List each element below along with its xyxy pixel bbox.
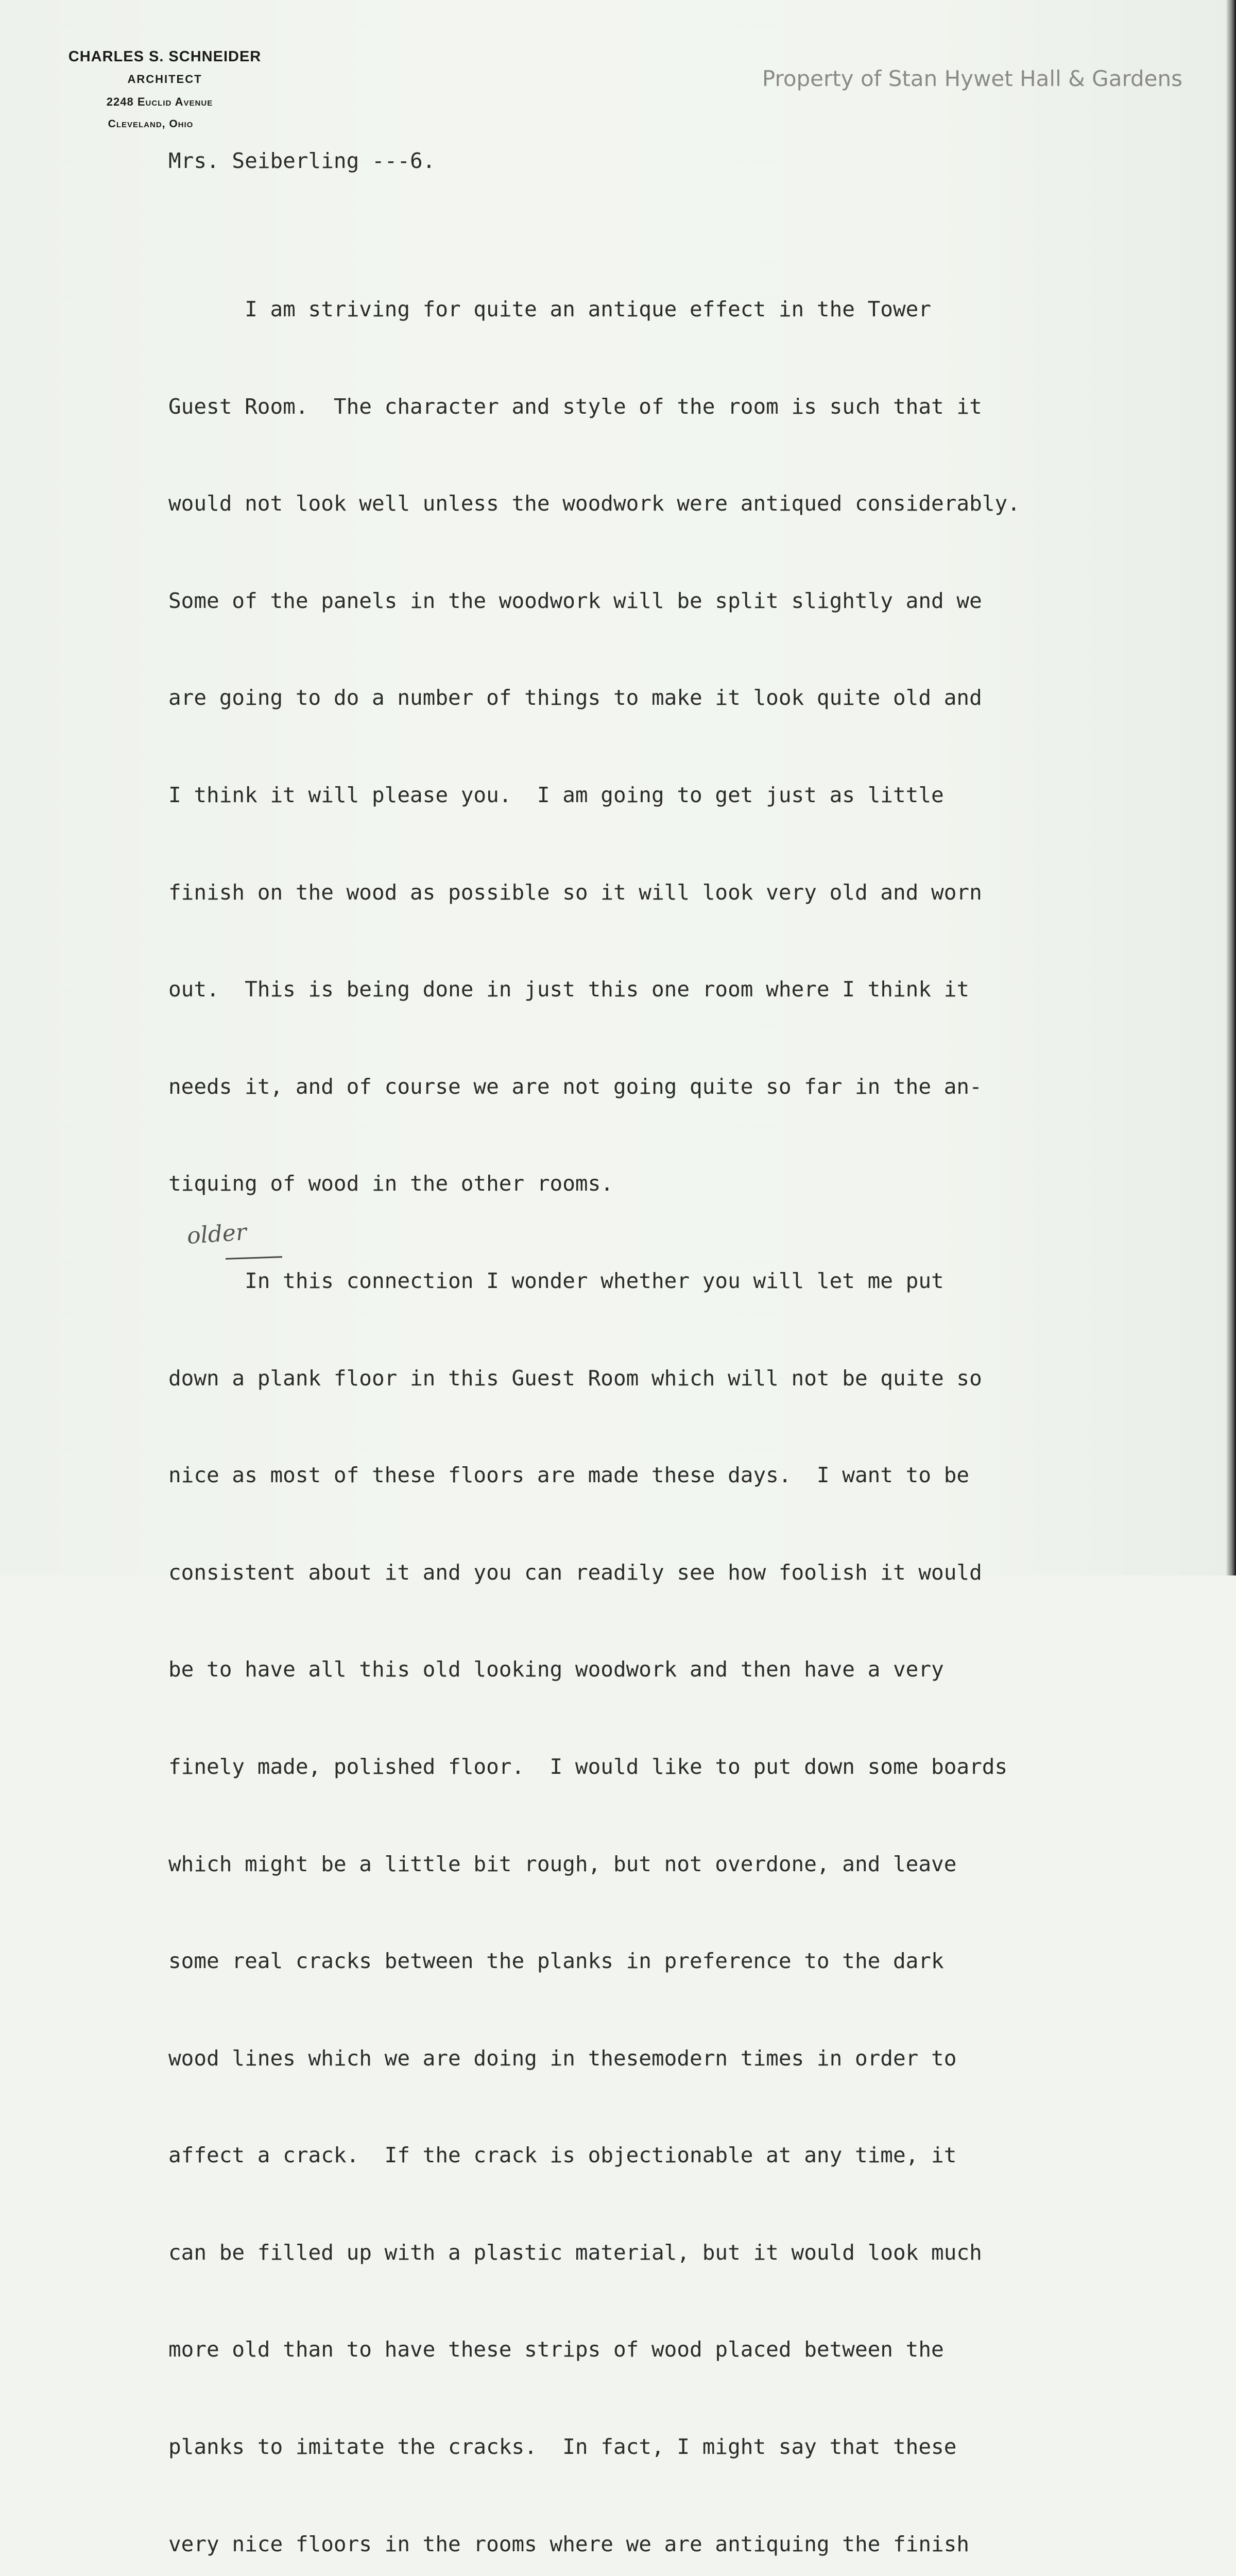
body-line: be to have all this old looking woodwork and then have a very <box>168 1657 944 1682</box>
body-line: I am striving for quite an antique effect in the Tower <box>168 297 932 321</box>
page-edge-shadow <box>1226 0 1236 1575</box>
letterhead-street: 2248 Euclid Avenue <box>106 95 213 108</box>
page-heading: Mrs. Seiberling ---6. <box>168 148 436 173</box>
body-line: needs it, and of course we are not going quite so far in the an- <box>168 1074 982 1099</box>
body-line: are going to do a number of things to make it look quite old and <box>168 685 982 710</box>
letterhead <box>52 48 278 130</box>
body-line: consistent about it and you can readily see how foolish it would <box>168 1560 982 1585</box>
body-line: Guest Room. The character and style of the room is such that it <box>168 394 982 419</box>
body-line: Some of the panels in the woodwork will be split slightly and we <box>168 588 982 613</box>
body-line: wood lines which we are doing in thesemodern times in order to <box>168 2045 957 2071</box>
body-line: out. This is being done in just this one room where I think it <box>168 977 970 1002</box>
letterhead-city: Cleveland, Ohio <box>108 118 194 130</box>
body-line: finely made, polished floor. I would like to put down some boards <box>168 1754 1008 1779</box>
handwritten-correction: older <box>186 1219 248 1249</box>
ownership-watermark: Property of Stan Hywet Hall & Gardens <box>762 66 1182 91</box>
body-line: down a plank floor in this Guest Room which will not be quite so <box>168 1365 982 1391</box>
body-line: tiquing of wood in the other rooms. <box>168 1171 613 1196</box>
body-line: I think it will please you. I am going to get just as little <box>168 782 944 807</box>
letterhead-title: ARCHITECT <box>127 73 202 86</box>
letterhead-name: CHARLES S. SCHNEIDER <box>68 48 262 65</box>
body-line: affect a crack. If the crack is objectionable at any time, it <box>168 2143 957 2168</box>
body-line: nice as most of these floors are made these days. I want to be <box>168 1463 970 1488</box>
body-line: which might be a little bit rough, but not overdone, and leave <box>168 1851 957 1876</box>
body-line: some real cracks between the planks in preference to the dark <box>168 1948 944 1974</box>
body-line: would not look well unless the woodwork were antiqued considerably. <box>168 491 1020 516</box>
body-line: very nice floors in the rooms where we are antiquing the finish <box>168 2531 970 2556</box>
body-line: can be filled up with a plastic material, but it would look much <box>168 2240 982 2265</box>
body-line: more old than to have these strips of wood placed between the <box>168 2337 944 2362</box>
body-line: planks to imitate the cracks. In fact, I might say that these <box>168 2434 957 2460</box>
body-line: finish on the wood as possible so it will look very old and worn <box>168 879 982 905</box>
letter-body <box>168 244 1020 2576</box>
body-line: In this connection I wonder whether you will let me put <box>168 1268 944 1293</box>
